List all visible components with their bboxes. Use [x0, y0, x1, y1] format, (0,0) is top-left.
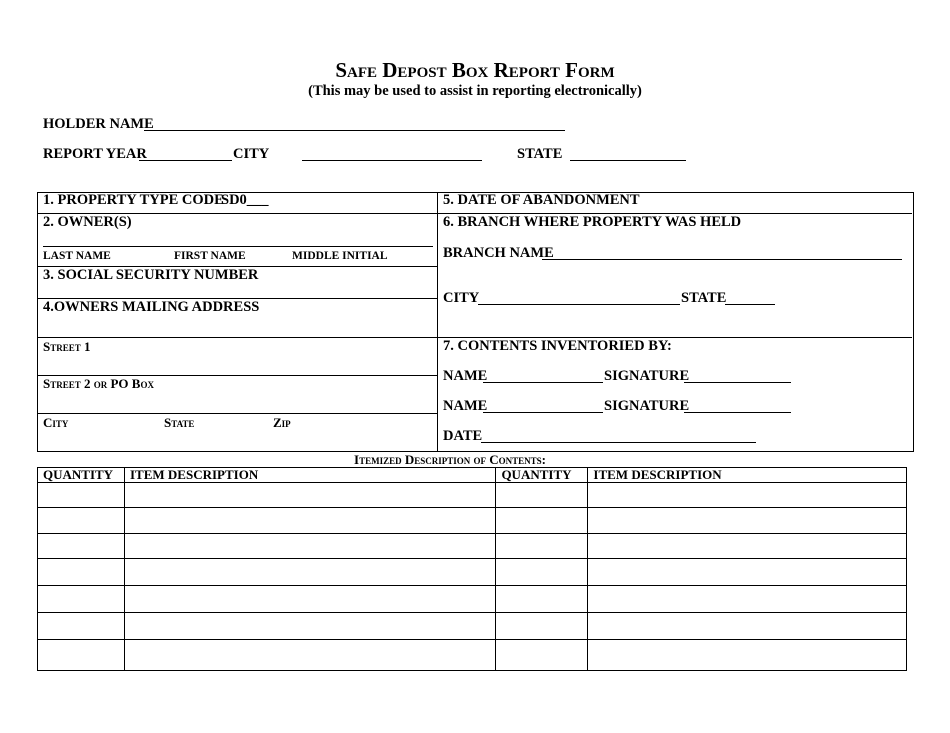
item-description-cell[interactable]: [124, 613, 495, 640]
quantity-cell[interactable]: [38, 508, 125, 534]
form-subtitle: (This may be used to assist in reporting electronically): [308, 83, 642, 99]
inventory-name2-label: NAME: [443, 398, 488, 414]
item-description-header-1: ITEM DESCRIPTION: [124, 468, 495, 483]
table-row: [38, 534, 907, 559]
top-city-field[interactable]: [302, 160, 482, 161]
itemized-heading: Itemized Description of Contents:: [354, 452, 546, 467]
itemized-rows: [38, 483, 907, 671]
top-state-label: STATE: [517, 146, 563, 162]
contents-inventoried-label: 7. CONTENTS INVENTORIED BY:: [443, 338, 672, 354]
item-description-cell[interactable]: [588, 640, 907, 671]
holder-name-field[interactable]: [144, 130, 565, 131]
left-divider-6: [37, 413, 437, 414]
table-row: [38, 640, 907, 671]
inventory-name2-field[interactable]: [483, 412, 603, 413]
last-name-label: LAST NAME: [43, 250, 111, 262]
branch-name-field[interactable]: [542, 259, 902, 260]
itemized-header-row: [38, 468, 907, 483]
quantity-cell[interactable]: [38, 586, 125, 613]
item-description-cell[interactable]: [588, 559, 907, 586]
address-zip-label: Zip: [273, 415, 291, 430]
inventory-signature1-label: SIGNATURE: [604, 368, 690, 384]
item-description-cell[interactable]: [588, 613, 907, 640]
item-description-cell[interactable]: [124, 508, 495, 534]
item-description-cell[interactable]: [588, 534, 907, 559]
itemized-table: [37, 467, 907, 671]
item-description-cell[interactable]: [588, 508, 907, 534]
middle-initial-label: MIDDLE INITIAL: [292, 250, 388, 262]
form-title: Safe Depost Box Report Form: [335, 58, 615, 82]
left-divider-4: [37, 337, 437, 338]
report-year-label: REPORT YEAR: [43, 146, 147, 162]
item-description-cell[interactable]: [588, 483, 907, 508]
holder-name-label: HOLDER NAME: [43, 116, 154, 132]
mailing-address-label: 4.OWNERS MAILING ADDRESS: [43, 299, 260, 315]
quantity-cell[interactable]: [38, 613, 125, 640]
report-year-field[interactable]: [139, 160, 232, 161]
branch-held-label: 6. BRANCH WHERE PROPERTY WAS HELD: [443, 214, 742, 230]
quantity-header-2: QUANTITY: [496, 468, 588, 483]
owners-label: 2. OWNER(S): [43, 214, 132, 230]
quantity-cell[interactable]: [496, 586, 588, 613]
inventory-signature1-field[interactable]: [684, 382, 791, 383]
inventory-name1-field[interactable]: [483, 382, 603, 383]
quantity-cell[interactable]: [38, 483, 125, 508]
property-code-value[interactable]: SD0___: [221, 192, 269, 208]
item-description-cell[interactable]: [124, 559, 495, 586]
branch-city-field[interactable]: [478, 304, 680, 305]
quantity-cell[interactable]: [496, 640, 588, 671]
inventory-signature2-label: SIGNATURE: [604, 398, 690, 414]
street1-label: Street 1: [43, 339, 91, 354]
branch-city-label: CITY: [443, 290, 480, 306]
quantity-cell[interactable]: [38, 559, 125, 586]
street2-label: Street 2 or PO Box: [43, 376, 154, 391]
table-row: [38, 559, 907, 586]
ssn-label: 3. SOCIAL SECURITY NUMBER: [43, 267, 259, 283]
table-row: [38, 483, 907, 508]
inventory-signature2-field[interactable]: [684, 412, 791, 413]
date-abandonment-label: 5. DATE OF ABANDONMENT: [443, 192, 640, 208]
address-city-label: City: [43, 415, 69, 430]
branch-state-label: STATE: [681, 290, 727, 306]
quantity-cell[interactable]: [38, 534, 125, 559]
branch-state-field[interactable]: [725, 304, 775, 305]
inventory-name1-label: NAME: [443, 368, 488, 384]
item-description-cell[interactable]: [124, 640, 495, 671]
quantity-cell[interactable]: [496, 559, 588, 586]
quantity-header-1: QUANTITY: [38, 468, 125, 483]
address-state-label: State: [164, 415, 195, 430]
branch-name-label: BRANCH NAME: [443, 245, 554, 261]
table-row: [38, 613, 907, 640]
table-row: [38, 586, 907, 613]
inventory-date-field[interactable]: [481, 442, 756, 443]
quantity-cell[interactable]: [38, 640, 125, 671]
first-name-label: FIRST NAME: [174, 250, 246, 262]
item-description-cell[interactable]: [124, 483, 495, 508]
owner-name-line: [43, 246, 433, 247]
quantity-cell[interactable]: [496, 508, 588, 534]
inventory-date-label: DATE: [443, 428, 483, 444]
top-city-label: CITY: [233, 146, 270, 162]
item-description-cell[interactable]: [124, 586, 495, 613]
quantity-cell[interactable]: [496, 534, 588, 559]
item-description-header-2: ITEM DESCRIPTION: [588, 468, 907, 483]
quantity-cell[interactable]: [496, 483, 588, 508]
quantity-cell[interactable]: [496, 613, 588, 640]
top-state-field[interactable]: [570, 160, 686, 161]
center-divider: [437, 192, 438, 451]
property-type-label: 1. PROPERTY TYPE CODE: [43, 192, 224, 208]
table-row: [38, 508, 907, 534]
item-description-cell[interactable]: [588, 586, 907, 613]
item-description-cell[interactable]: [124, 534, 495, 559]
